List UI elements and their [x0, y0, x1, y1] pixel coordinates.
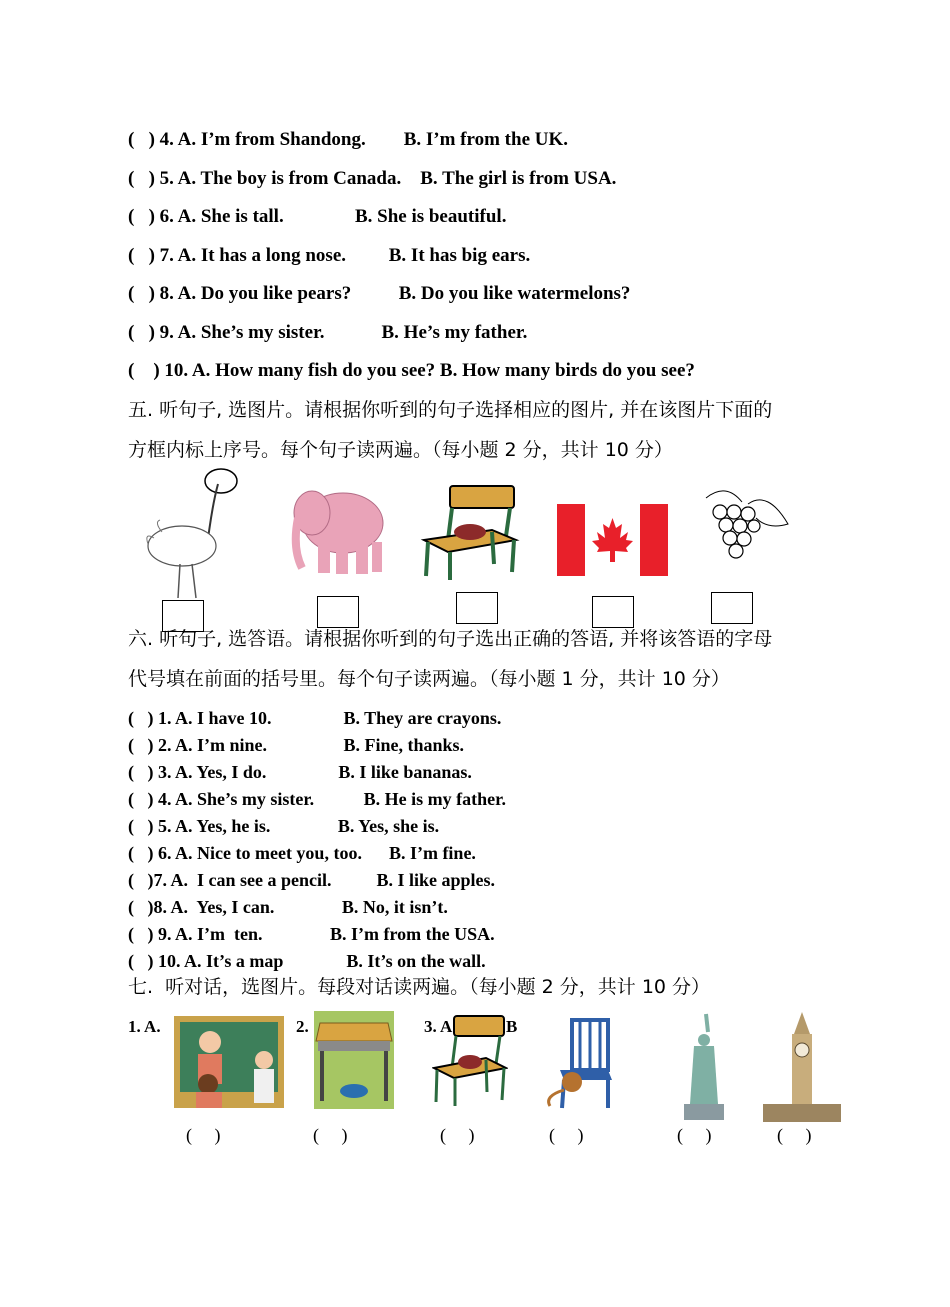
q8-line: ( ) 8. A. Do you like pears? B. Do you like watermelons?: [128, 283, 631, 304]
p6-item-5: ( ) 5. A. Yes, he is. B. Yes, she is.: [128, 816, 440, 836]
p6-item-6: ( ) 6. A. Nice to meet you, too. B. I’m fine.: [128, 843, 476, 863]
p6-item-7: ( )7. A. I can see a pencil. B. I like apples.: [128, 870, 496, 890]
p6-item-10: ( ) 10. A. It’s a map B. It’s on the wall.: [128, 951, 486, 971]
p7-answer-1[interactable]: ( ): [186, 1125, 221, 1145]
q5-line: ( ) 5. A. The boy is from Canada. B. The girl is from USA.: [128, 168, 617, 189]
big-ben-picture: [763, 1012, 841, 1122]
chair-with-cap-picture: [420, 484, 520, 580]
q4-line: ( ) 4. A. I’m from Shandong. B. I’m from the UK.: [128, 129, 568, 150]
q10-line: ( ) 10. A. How many fish do you see? B. How many birds do you see?: [128, 360, 695, 381]
p6-item-9: ( ) 9. A. I’m ten. B. I’m from the USA.: [128, 924, 495, 944]
answer-box-flag[interactable]: [592, 596, 634, 628]
part7-instruction: 七. 听对话，选图片。每段对话读两遍。（每小题 2 分，共计 10 分）: [128, 976, 711, 998]
chair-cap-option-a: [432, 1014, 508, 1108]
canada-flag-picture: [557, 504, 668, 576]
p6-item-2: ( ) 2. A. I’m nine. B. Fine, thanks.: [128, 735, 465, 755]
p6-item-8: ( )8. A. Yes, I can. B. No, it isn’t.: [128, 897, 448, 917]
statue-of-liberty-picture: [666, 1012, 738, 1120]
answer-box-chair[interactable]: [456, 592, 498, 624]
chair-monkey-option-b: [542, 1016, 614, 1110]
elephant-picture: [288, 478, 394, 578]
p7-answer-6[interactable]: ( ): [777, 1125, 812, 1145]
p7-label-2: 2.: [296, 1017, 309, 1036]
classroom-picture: [174, 1016, 284, 1108]
p7-answer-4[interactable]: ( ): [549, 1125, 584, 1145]
ostrich-picture: [140, 466, 245, 601]
p6-item-4: ( ) 4. A. She’s my sister. B. He is my father.: [128, 789, 506, 809]
p6-item-1: ( ) 1. A. I have 10. B. They are crayons.: [128, 708, 502, 728]
part6-instruction-1: 六. 听句子, 选答语。请根据你听到的句子选出正确的答语, 并将该答语的字母: [128, 628, 773, 650]
p7-label-1a: 1. A.: [128, 1017, 161, 1036]
p6-item-3: ( ) 3. A. Yes, I do. B. I like bananas.: [128, 762, 472, 782]
p7-answer-5[interactable]: ( ): [677, 1125, 712, 1145]
answer-box-elephant[interactable]: [317, 596, 359, 628]
part5-instruction-1: 五. 听句子, 选图片。请根据你听到的句子选择相应的图片, 并在该图片下面的: [128, 399, 773, 421]
part6-instruction-2: 代号填在前面的括号里。每个句子读两遍。（每小题 1 分，共计 10 分）: [128, 668, 730, 690]
part5-instruction-2: 方框内标上序号。每个句子读两遍。（每小题 2 分，共计 10 分）: [128, 439, 673, 461]
grapes-picture: [696, 486, 796, 574]
desk-with-cap-picture: [314, 1011, 394, 1109]
answer-box-grapes[interactable]: [711, 592, 753, 624]
q7-line: ( ) 7. A. It has a long nose. B. It has big ears.: [128, 245, 531, 266]
p7-label-3b: B: [506, 1017, 518, 1036]
q9-line: ( ) 9. A. She’s my sister. B. He’s my father.: [128, 322, 528, 343]
p7-answer-3[interactable]: ( ): [440, 1125, 475, 1145]
q6-line: ( ) 6. A. She is tall. B. She is beautiful.: [128, 206, 507, 227]
p7-label-3a: 3. A: [424, 1017, 453, 1036]
p7-answer-2[interactable]: ( ): [313, 1125, 348, 1145]
